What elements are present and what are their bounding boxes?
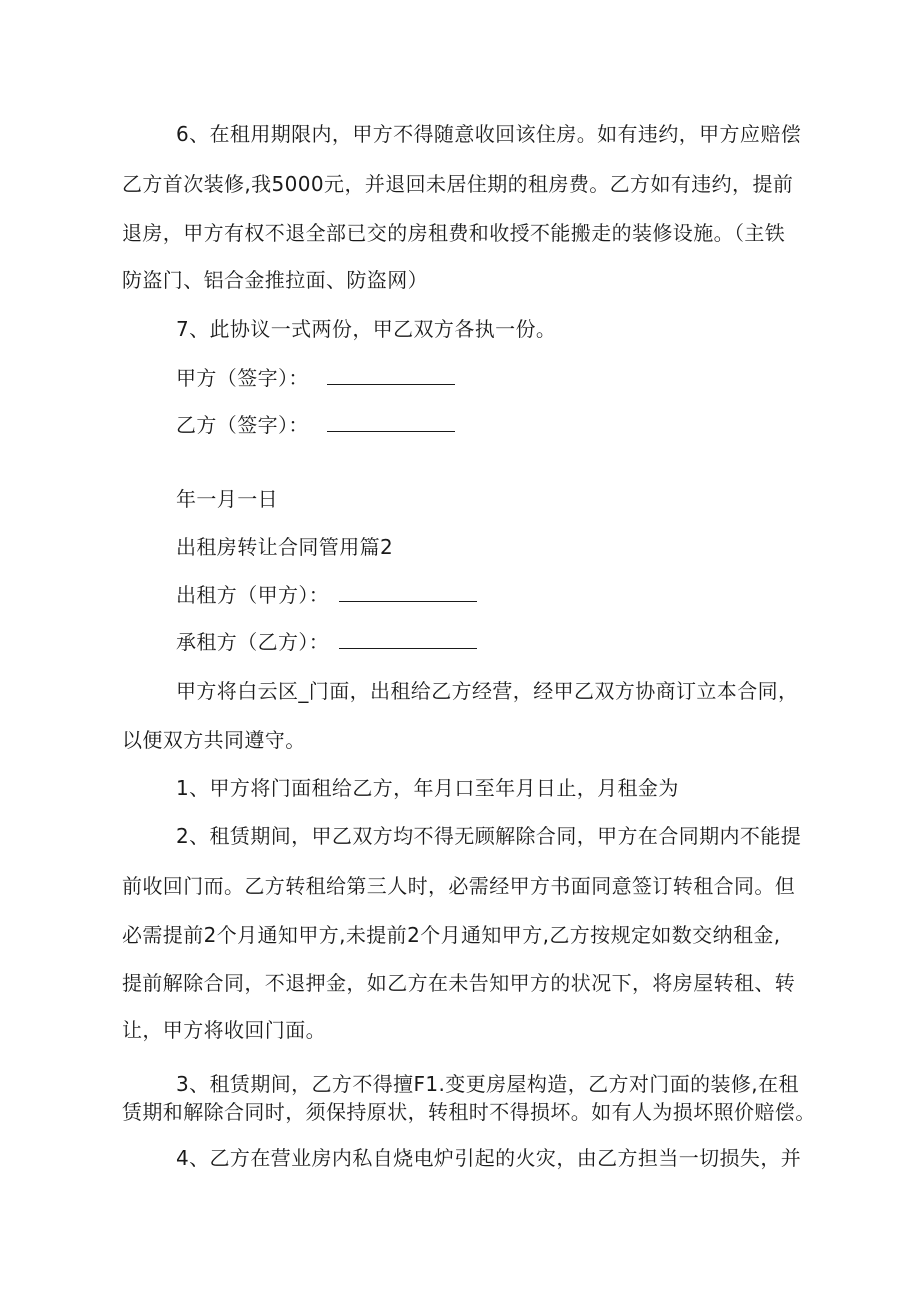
paragraph-line: 前收回门而。乙方转租给第三人时，必需经甲方书面同意签订转租合同。但 — [122, 874, 796, 898]
paragraph-line: 2、租赁期间，甲乙双方均不得无顾解除合同，甲方在合同期内不能提 — [176, 824, 802, 848]
section-title: 出租房转让合同管用篇2 — [176, 535, 394, 559]
signature-label: 甲方（签字）： — [176, 366, 309, 390]
paragraph-line: 7、此协议一式两份，甲乙双方各执一份。 — [176, 317, 557, 341]
signature-party-b — [176, 411, 455, 439]
paragraph-line: 3、租赁期间，乙方不得擅F1.变更房屋构造，乙方对门面的装修,在租 — [176, 1072, 799, 1096]
party-blank — [339, 581, 477, 602]
signature-label: 乙方（签字）： — [176, 413, 309, 437]
paragraph-line: 必需提前2个月通知甲方,未提前2个月通知甲方,乙方按规定如数交纳租金, — [122, 923, 781, 947]
lessor-line — [176, 581, 477, 609]
paragraph-line: 1、甲方将门面租给乙方，年月口至年月日止，月租金为 — [176, 776, 679, 800]
paragraph-line: 赁期和解除合同时，须保持原状，转租时不得损坏。如有人为损坏照价赔偿。 — [122, 1100, 816, 1124]
date-line: 年一月一日 — [176, 487, 278, 511]
party-blank — [339, 628, 477, 649]
lessee-line — [176, 628, 477, 656]
party-label: 承租方（乙方）： — [176, 630, 330, 654]
paragraph-line: 退房，甲方有权不退全部已交的房租费和收授不能搬走的装修设施。（主铁 — [122, 221, 786, 245]
paragraph-line: 6、在租用期限内，甲方不得随意收回该住房。如有违约，甲方应赔偿 — [176, 122, 802, 146]
paragraph-line: 让，甲方将收回门面。 — [122, 1018, 326, 1042]
party-label: 出租方（甲方）： — [176, 583, 330, 607]
paragraph-line: 提前解除合同，不退押金，如乙方在未告知甲方的状况下，将房屋转租、转 — [122, 971, 796, 995]
signature-blank — [327, 364, 455, 385]
signature-blank — [327, 411, 455, 432]
paragraph-line: 甲方将白云区_门面，出租给乙方经营，经甲乙双方协商订立本合同， — [176, 679, 799, 703]
paragraph-line: 4、乙方在营业房内私自烧电炉引起的火灾，由乙方担当一切损失，并 — [176, 1146, 802, 1170]
paragraph-line: 防盗门、铝合金推拉面、防盗网） — [122, 268, 428, 292]
signature-party-a — [176, 364, 455, 392]
paragraph-line: 以便双方共同遵守。 — [122, 728, 306, 752]
paragraph-line: 乙方首次装修,我5000元，并退回未居住期的租房费。乙方如有违约，提前 — [122, 172, 794, 196]
